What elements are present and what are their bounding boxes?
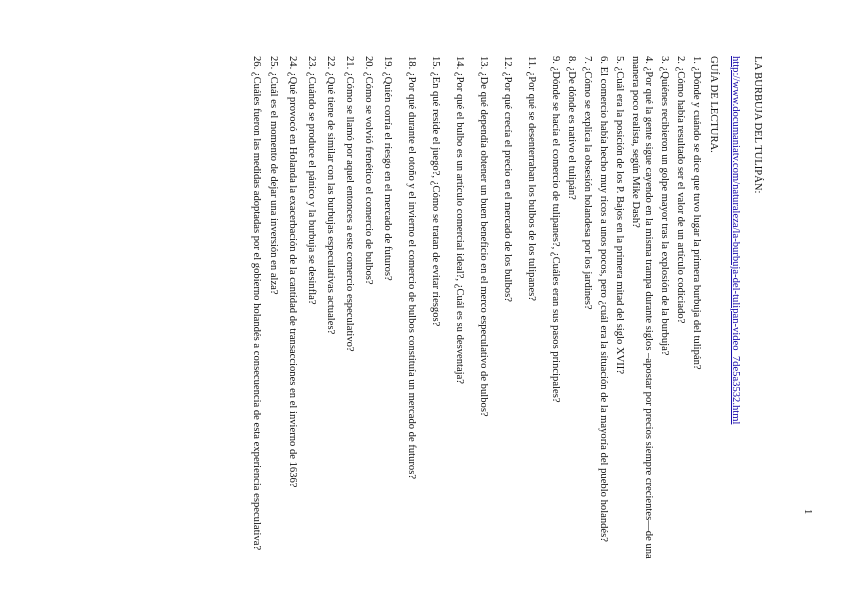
question-item: 4. ¿Por qué la gente sigue cayendo en la misma trampa durante siglos –apostar por precios siempre crecientes—de una manera poco realista, según Mike Dash? [630,56,654,559]
question-item: 3. ¿Quiénes recibieron un golpe mayor tras la explosión de la burbuja? [659,56,670,356]
question-list [250,56,703,561]
video-link[interactable]: http://www.documaniatv.com/naturaleza/la-burbuja-del-tulipan-video_7de5a3532.html [730,56,741,425]
question-item: 1. ¿Dónde y cuándo se dice que tuvo lugar la primera burbuja del tulipán? [691,56,702,370]
question-item: 13. ¿De qué dependía obtener un buen beneficio en el merco especulativo de bulbos? [478,56,489,417]
question-item: 9. ¿Dónde se hacía el comercio de tulipanes?, ¿Cuáles eran sus pasos principales? [550,56,561,403]
question-item: 6. El comercio había hecho muy ricos a unos pocos, pero ¿cuál era la situación de la mayoría del pueblo holandés? [598,56,609,542]
question-item: 12. ¿Por qué crecía el precio en el mercado de los bulbos? [502,56,513,302]
question-item: 24. ¿Qué provocó en Holanda la exacerbación de la cantidad de transacciones en el invierno de 1636? [287,56,298,488]
page-number: 1 [802,509,813,515]
document-title: LA BURBUJA DEL TULIPÁN: [752,56,763,194]
question-item: 20. ¿Cómo se volvió frenético el comercio de bulbos? [363,56,374,285]
question-item: 7. ¿Cómo se explica la obsesión holandesa por los jardines? [582,56,593,310]
guide-heading: GUÍA DE LECTURA. [708,56,719,153]
question-item: 15. ¿En qué reside el juego?, ¿Cómo se tratan de evitar riesgos? [430,56,441,327]
question-item: 22. ¿Qué tiene de similar con las burbujas especulativas actuales? [325,56,336,335]
question-item: 2. ¿Cómo había resultado ser el valor de un artículo codiciado? [675,56,686,324]
question-item: 11. ¿Por qué se desenterraban los bulbos de los tulipanes? [526,56,537,301]
question-item: 25. ¿Cuál es el momento de dejar una inversión en alza? [268,56,279,295]
question-item: 8. ¿De dónde es nativo el tulipán? [566,56,577,200]
question-item: 19. ¿Quién corría el riesgo en el mercado de futuros? [382,56,393,281]
document-body [246,56,764,561]
question-item: 23. ¿Cuándo se produce el pánico y la burbuja se desinfla? [306,56,317,305]
question-item: 14. ¿Por qué el bulbo es un artículo comercial ideal?, ¿Cuál es su desventaja? [454,56,465,384]
question-item: 26. ¿Cuáles fueron las medidas adoptadas por el gobierno holandés a consecuencia de esta experiencia especulativa? [251,56,262,551]
question-item: 18. ¿Por qué durante el otoño y el invierno el comercio de bulbos constituía un mercado de futuros? [406,56,417,480]
question-item: 5. ¿Cuál era la posición de los P. Bajos en la primera mitad del siglo XVII? [614,56,625,375]
question-item: 21. ¿Cómo se llamó por aquel entonces a este comercio especulativo? [344,56,355,352]
